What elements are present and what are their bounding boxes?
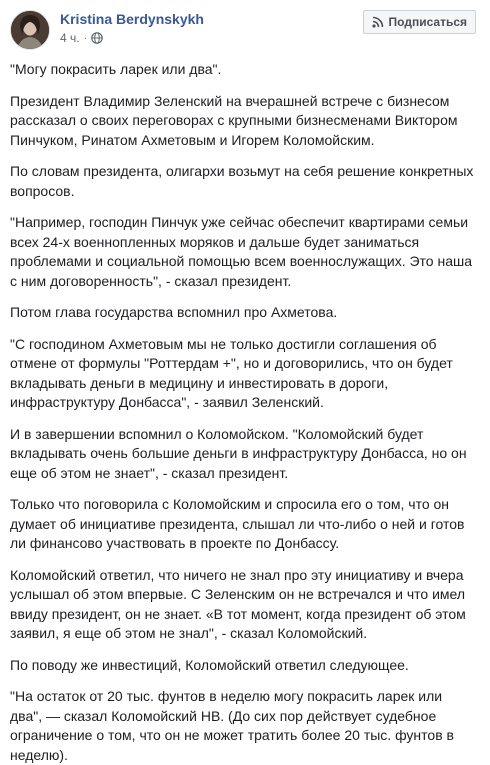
follow-button[interactable] [363,10,476,34]
post-paragraph: По словам президента, олигархи возьмут на себя решение конкретных вопросов. [10,163,474,199]
author-avatar[interactable] [10,10,50,50]
post-paragraph: Только что поговорила с Коломойским и спросила его о том, что он думает об инициативе президента, слышал ли что-либо о ней и готов ли финансово участвовать в проекте по Донбассу. [10,496,465,551]
post-header [0,0,490,60]
post-paragraph: Коломойский ответил, что ничего не знал про эту инициативу и вчера услышал об этом впервые. С Зеленским он не встречался и что имел ввиду президент, он не знает. «В тот момент, когда президент об этом заявил, я еще об этом не знал", - сказал Коломойский. [10,566,466,641]
post-paragraph: "На остаток от 20 тыс. фунтов в неделю могу покрасить ларек или два", — сказал Коломойский НВ. (До сих пор действует судебное ограничение о том, что он не может тратить более 20 тыс. фунтов в неделю). [10,688,454,763]
follow-button-label: Подписаться [388,15,467,29]
rss-icon [372,16,384,28]
post-meta [60,31,103,45]
post-paragraph: "Например, господин Пинчук уже сейчас обеспечит квартирами семьи всех 24-х военнопленных моряков и дальше будет заниматься проблемами и социальной помощью всем военнослужащих. Это наша с ним договоренность", - сказал президент. [10,214,472,289]
post-timestamp[interactable]: 4 ч. [60,31,80,45]
post-paragraph: И в завершении вспомнил о Коломойском. "Коломойский будет вкладывать очень большие деньги в инфраструктуру Донбасса, но он еще об этом не знает", - сказал президент. [10,425,467,481]
post-paragraph: Потом глава государства вспомнил про Ахметова. [10,304,338,320]
author-name-link[interactable]: Kristina Berdynskykh [60,11,204,27]
post-paragraph: По поводу же инвестиций, Коломойский ответил следующее. [10,656,409,673]
post-paragraph: "Могу покрасить ларек или два". [10,61,222,77]
globe-icon [91,32,103,44]
post-body [0,60,490,765]
post-paragraph: "С господином Ахметовым мы не только достигли соглашения об отмене от формулы "Роттердам +", но и договорились, что он будет вкладывать деньги в медицину и инвестировать в дороги, инфраструктуру Донбасса", - заявил Зеленский. [10,335,453,410]
meta-separator: · [83,32,87,44]
post-paragraph: Президент Владимир Зеленский на вчерашней встрече с бизнесом рассказал о своих переговорах с крупными бизнесменами Виктором Пинчуком, Ринатом Ахметовым и Игорем Коломойским. [10,92,458,148]
